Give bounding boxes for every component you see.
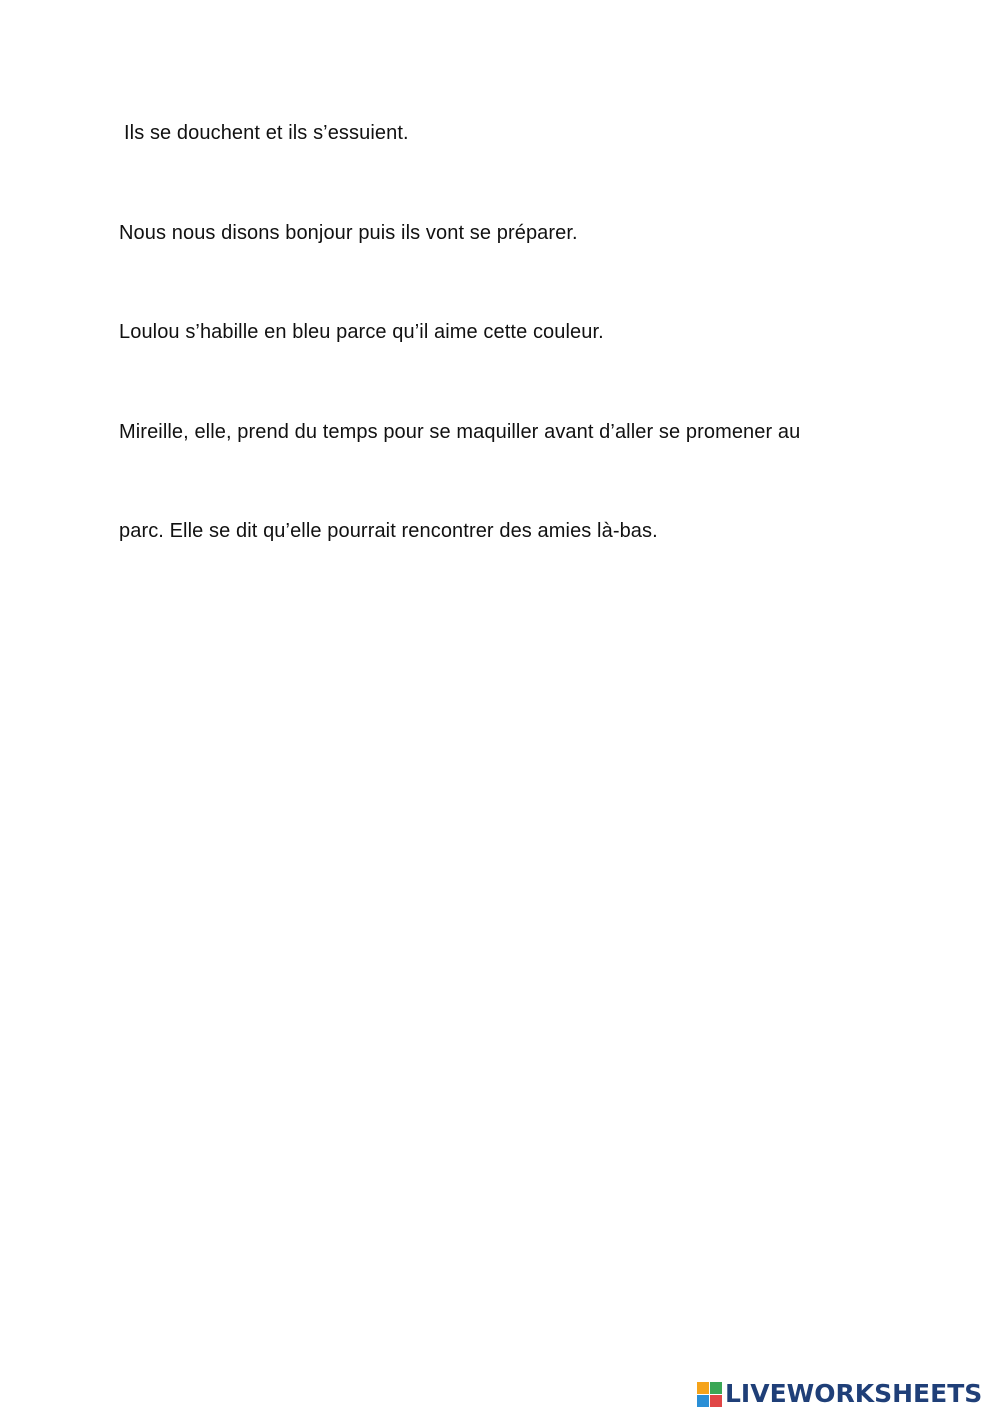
liveworksheets-logo	[697, 1377, 982, 1411]
text-line-5: parc. Elle se dit qu’elle pourrait rencontrer des amies là-bas.	[119, 520, 658, 542]
text-line-1: Ils se douchent et ils s’essuient.	[124, 122, 409, 144]
text-line-2: Nous nous disons bonjour puis ils vont se préparer.	[119, 222, 578, 244]
logo-text: LIVEWORKSHEETS	[725, 1379, 983, 1408]
text-line-3: Loulou s’habille en bleu parce qu’il aime cette couleur.	[119, 321, 604, 343]
text-line-4: Mireille, elle, prend du temps pour se maquiller avant d’aller se promener au	[119, 421, 801, 443]
liveworksheets-logo-icon	[697, 1382, 722, 1407]
